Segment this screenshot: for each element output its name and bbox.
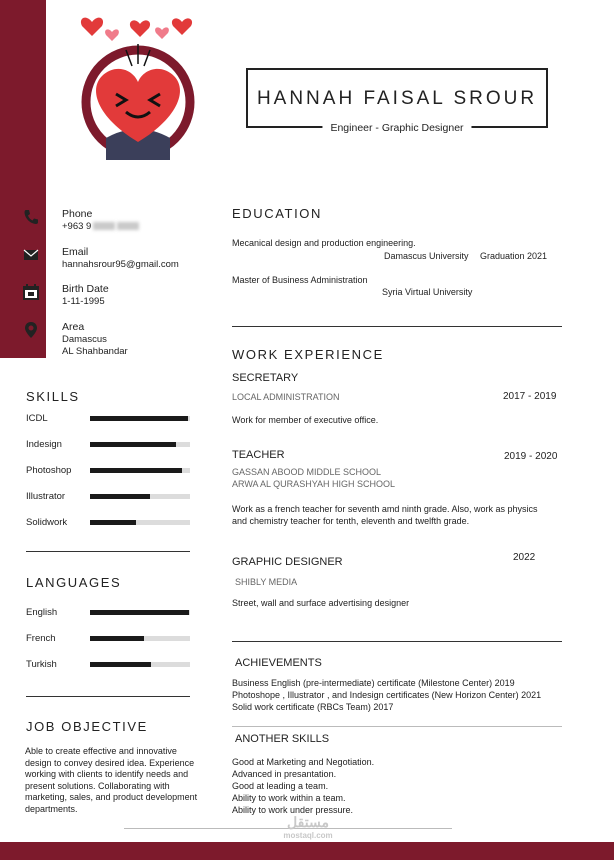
skill-level-track	[90, 520, 190, 525]
watermark-arabic: مستقل	[287, 814, 329, 830]
job-desc-3: Street, wall and surface advertising designer	[232, 598, 410, 608]
heart-avatar-icon	[78, 10, 196, 160]
job-org-2a: GASSAN ABOOD MIDDLE SCHOOL	[232, 467, 382, 477]
language-level-fill	[90, 636, 144, 641]
bottom-accent-bar	[0, 842, 614, 860]
skill-label: Photoshop	[26, 465, 72, 476]
divider	[26, 696, 190, 697]
calendar-icon	[22, 283, 40, 301]
skill-level-track	[90, 494, 190, 499]
another-skill-3: Good at leading a team.	[232, 781, 329, 791]
achievements-heading: ACHIEVEMENTS	[235, 657, 322, 669]
achievement-line-3: Solid work certificate (RBCs Team) 2017	[232, 702, 394, 712]
job-org-1: LOCAL ADMINISTRATION	[232, 392, 340, 402]
job-desc-1: Work for member of executive office.	[232, 415, 379, 425]
language-level-track	[90, 662, 190, 667]
work-heading: WORK EXPERIENCE	[232, 347, 384, 362]
achievement-line-2: Photoshope , Illustrator , and Indesign certificates (New Horizon Center) 2021	[232, 690, 542, 700]
full-name: HANNAH FAISAL SROUR	[256, 88, 538, 109]
skill-label: Solidwork	[26, 517, 68, 528]
skill-label: Illustrator	[26, 491, 66, 502]
job-org-3: SHIBLY MEDIA	[235, 577, 298, 587]
job-subtitle: Engineer - Graphic Designer	[322, 122, 471, 134]
language-label: English	[26, 607, 58, 618]
skill-level-track	[90, 416, 190, 421]
skill-level-fill	[90, 468, 182, 473]
email-label: Email	[62, 246, 89, 258]
education-degree-1: Mecanical design and production engineering.	[232, 238, 416, 248]
skill-level-fill	[90, 494, 150, 499]
language-label: French	[26, 633, 56, 644]
redacted-block	[117, 222, 139, 230]
divider	[26, 551, 190, 552]
job-years-2: 2019 - 2020	[504, 451, 558, 462]
another-skill-4: Ability to work within a team.	[232, 793, 346, 803]
watermark-domain: mostaql.com	[283, 831, 333, 840]
skill-label: ICDL	[26, 413, 48, 424]
skills-heading: SKILLS	[26, 389, 80, 404]
job-desc-2: Work as a french teacher for seventh amd ninth grade. Also, work as physics and chemistry teacher for tenth, eleventh and twelfth grade.	[232, 504, 538, 526]
area-label: Area	[62, 321, 85, 333]
area-line-1: Damascus	[62, 334, 107, 345]
job-org-2b: ARWA AL QURASHYAH HIGH SCHOOL	[232, 479, 396, 489]
education-heading: EDUCATION	[232, 206, 322, 221]
achievement-line-1: Business English (pre-intermediate) certificate (Milestone Center) 2019	[232, 678, 515, 688]
left-accent-band	[0, 0, 46, 358]
education-degree-2: Master of Business Administration	[232, 275, 368, 285]
language-level-fill	[90, 662, 151, 667]
divider	[232, 641, 562, 642]
birthdate-label: Birth Date	[62, 283, 109, 295]
language-level-fill	[90, 610, 189, 615]
area-line-2: AL Shahbandar	[62, 346, 128, 357]
area-value	[62, 334, 128, 358]
watermark-logo	[268, 814, 348, 840]
name-header-box	[246, 68, 548, 134]
birthdate-value: 1-11-1995	[62, 296, 105, 307]
education-school-1: Damascus University	[384, 251, 469, 261]
language-label: Turkish	[26, 659, 57, 670]
job-years-3: 2022	[513, 552, 536, 563]
objective-heading: JOB OBJECTIVE	[26, 719, 148, 734]
job-role-2: TEACHER	[232, 449, 285, 461]
phone-label: Phone	[62, 208, 93, 220]
divider	[232, 726, 562, 727]
job-role-3: GRAPHIC DESIGNER	[232, 556, 343, 568]
phone-icon	[22, 208, 40, 226]
another-skill-5: Ability to work under pressure.	[232, 805, 354, 815]
phone-number: +963 9	[62, 221, 92, 232]
skill-level-track	[90, 442, 190, 447]
redacted-block	[93, 222, 115, 230]
divider	[232, 326, 562, 327]
another-skills-heading: ANOTHER SKILLS	[235, 733, 330, 745]
skill-level-fill	[90, 520, 136, 525]
education-graduation-1: Graduation 2021	[480, 251, 548, 261]
languages-heading: LANGUAGES	[26, 575, 122, 590]
another-skill-2: Advanced in presantation.	[232, 769, 337, 779]
another-skill-1: Good at Marketing and Negotiation.	[232, 757, 375, 767]
phone-value	[62, 221, 139, 233]
skill-level-track	[90, 468, 190, 473]
language-level-track	[90, 636, 190, 641]
envelope-icon	[22, 246, 40, 264]
skill-label: Indesign	[26, 439, 62, 450]
location-pin-icon	[22, 321, 40, 339]
education-school-2: Syria Virtual University	[382, 287, 473, 297]
job-role-1: SECRETARY	[232, 372, 299, 384]
skill-level-fill	[90, 416, 188, 421]
language-level-track	[90, 610, 190, 615]
email-value: hannahsrour95@gmail.com	[62, 259, 179, 270]
objective-text: Able to create effective and innovative design to convey desired idea. Experience working with clients to identify needs and present solutions. Collaborating with marketing, sales, and product development departments.	[25, 746, 198, 814]
skill-level-fill	[90, 442, 176, 447]
job-years-1: 2017 - 2019	[503, 391, 557, 402]
